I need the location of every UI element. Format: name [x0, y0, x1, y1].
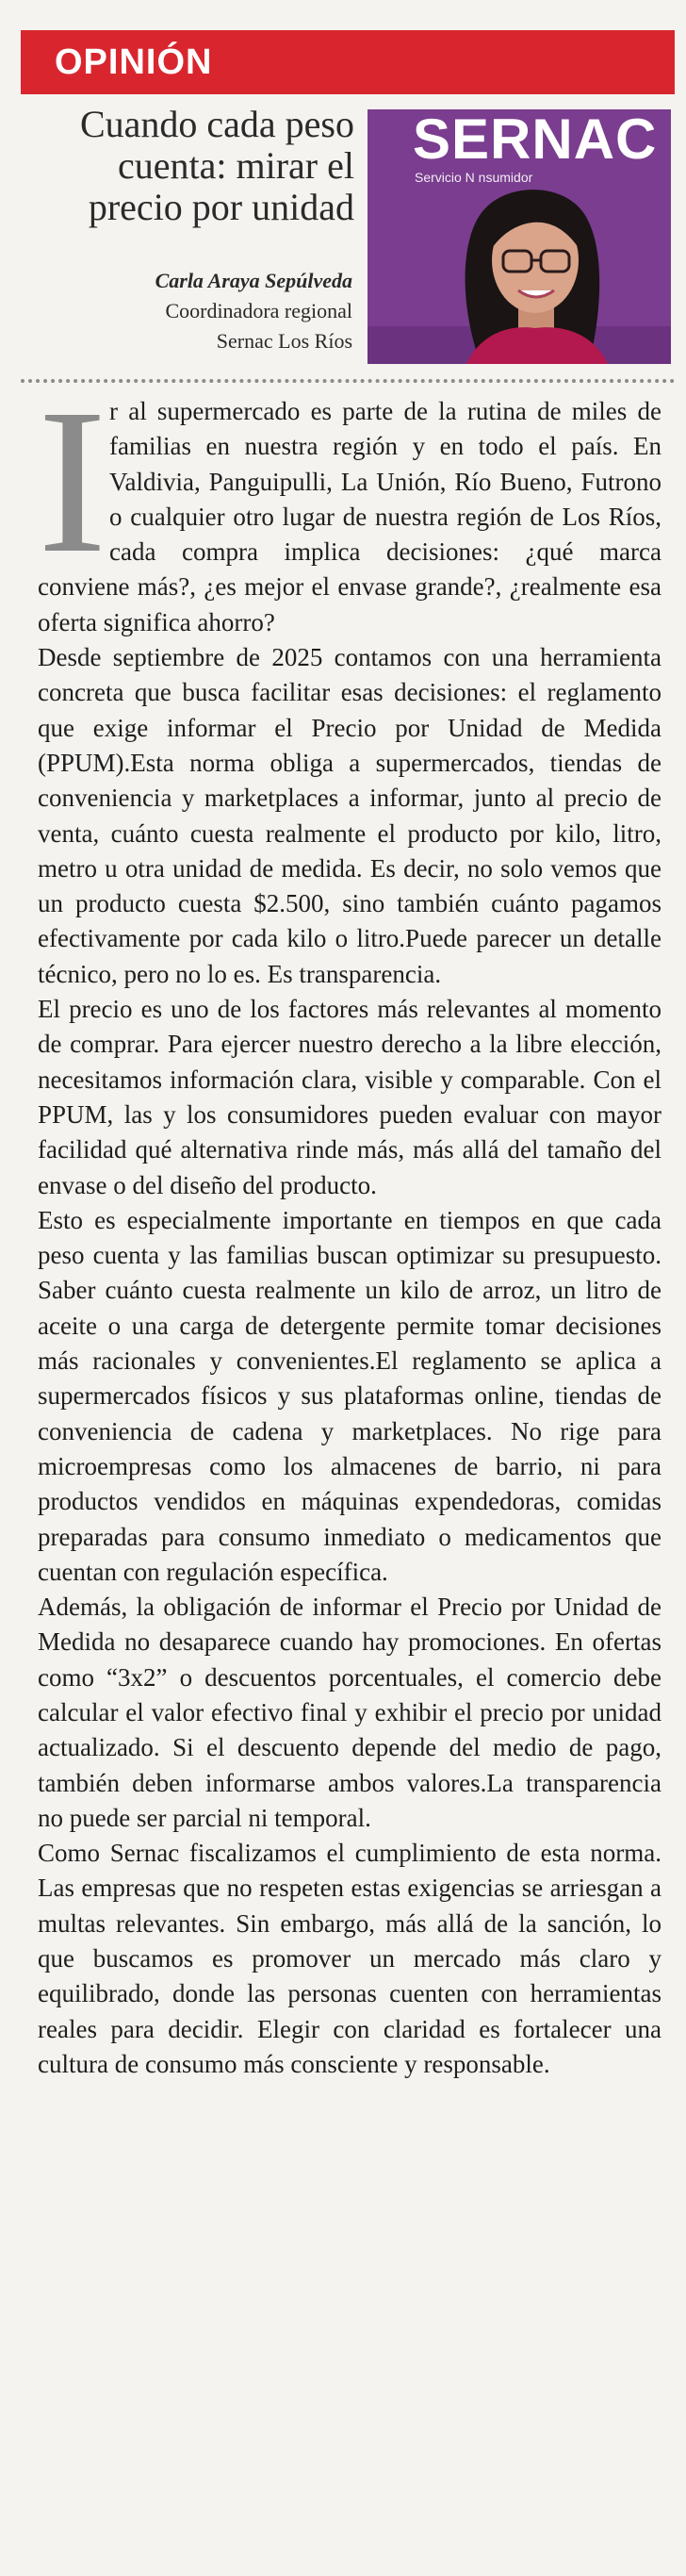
headline-line: precio por unidad [88, 186, 354, 228]
dotted-divider [21, 379, 675, 383]
article-paragraph [38, 366, 662, 640]
author-photo [368, 109, 671, 364]
paragraph-text: r al supermercado es parte de la rutina de miles de familias en nuestra región y en todo el país. En Valdivia, Panguipulli, La Unión, Río Bueno, Futrono o cualquier otro lugar de nuestra región de Los Ríos, cada compra implica decisiones: ¿qué marca conviene más?, ¿es mejor el envase grande?, ¿realmente esa oferta significa ahorro? [38, 397, 662, 636]
article-body [38, 366, 662, 2082]
article-paragraph: Además, la obligación de informar el Precio por Unidad de Medida no desaparece cuando hay promociones. En ofertas como “3x2” o descuentos porcentuales, el comercio debe calcular el valor efectivo final y exhibir el precio por unidad actualizado. Si el descuento depende del medio de pago, también deben informarse ambos valores.La transparencia no puede ser parcial ni temporal. [38, 1593, 662, 1832]
sernac-logo-text: SERNAC [413, 109, 658, 171]
article-paragraph: Esto es especialmente importante en tiempos en que cada peso cuenta y las familias buscan optimizar su presupuesto. Saber cuánto cuesta realmente un kilo de arroz, un litro de aceite o una carga de detergente permite tomar decisiones más racionales y convenientes.El reglamento se aplica a supermercados físicos y sus plataformas online, tiendas de conveniencia de cadena y marketplaces. No rige para microempresas como los almacenes de barrio, ni para productos vendidos en máquinas expendedoras, comidas preparadas para consumo inmediato o medicamentos que cuentan con regulación específica. [38, 1205, 662, 1586]
section-label: OPINIÓN [55, 42, 213, 82]
article-paragraph: El precio es uno de los factores más relevantes al momento de comprar. Para ejercer nuestro derecho a la libre elección, necesitamos información clara, visible y comparable. Con el PPUM, las y los consumidores pueden evaluar con mayor facilidad qué alternativa rinde más, más allá del tamaño del envase o del diseño del producto. [38, 995, 662, 1199]
section-header-bar [21, 30, 675, 94]
article-paragraph: Como Sernac fiscalizamos el cumplimiento de esta norma. Las empresas que no respeten estas exigencias se arriesgan a multas relevantes. Sin embargo, más allá de la sanción, lo que buscamos es promover un mercado más claro y equilibrado, donde las personas cuenten con herramientas reales para decidir. Elegir con claridad es fortalecer una cultura de consumo más consciente y responsable. [38, 1839, 662, 2078]
headline-line: cuenta: mirar el [118, 144, 354, 187]
author-name: Carla Araya Sepúlveda [155, 269, 352, 292]
drop-cap: I [38, 366, 107, 596]
author-byline [155, 266, 352, 356]
article-headline [57, 104, 354, 228]
headline-line: Cuando cada peso [79, 103, 354, 145]
article-paragraph: Desde septiembre de 2025 contamos con una herramienta concreta que busca facilitar esas decisiones: el reglamento que exige informar el Precio por Unidad de Medida (PPUM).Esta norma obliga a supermercados, tiendas de conveniencia y marketplaces a informar, junto al precio de venta, cuánto cuesta realmente el producto por kilo, litro, metro u otra unidad de medida. Es decir, no solo vemos que un producto cuesta $2.500, sino también cuánto pagamos efectivamente por cada kilo o litro.Puede parecer un detalle técnico, pero no lo es. Es transparencia. [38, 643, 662, 988]
author-organization: Sernac Los Ríos [216, 329, 352, 353]
sernac-logo-subtitle: Servicio N nsumidor [415, 170, 533, 185]
author-role: Coordinadora regional [165, 299, 352, 322]
